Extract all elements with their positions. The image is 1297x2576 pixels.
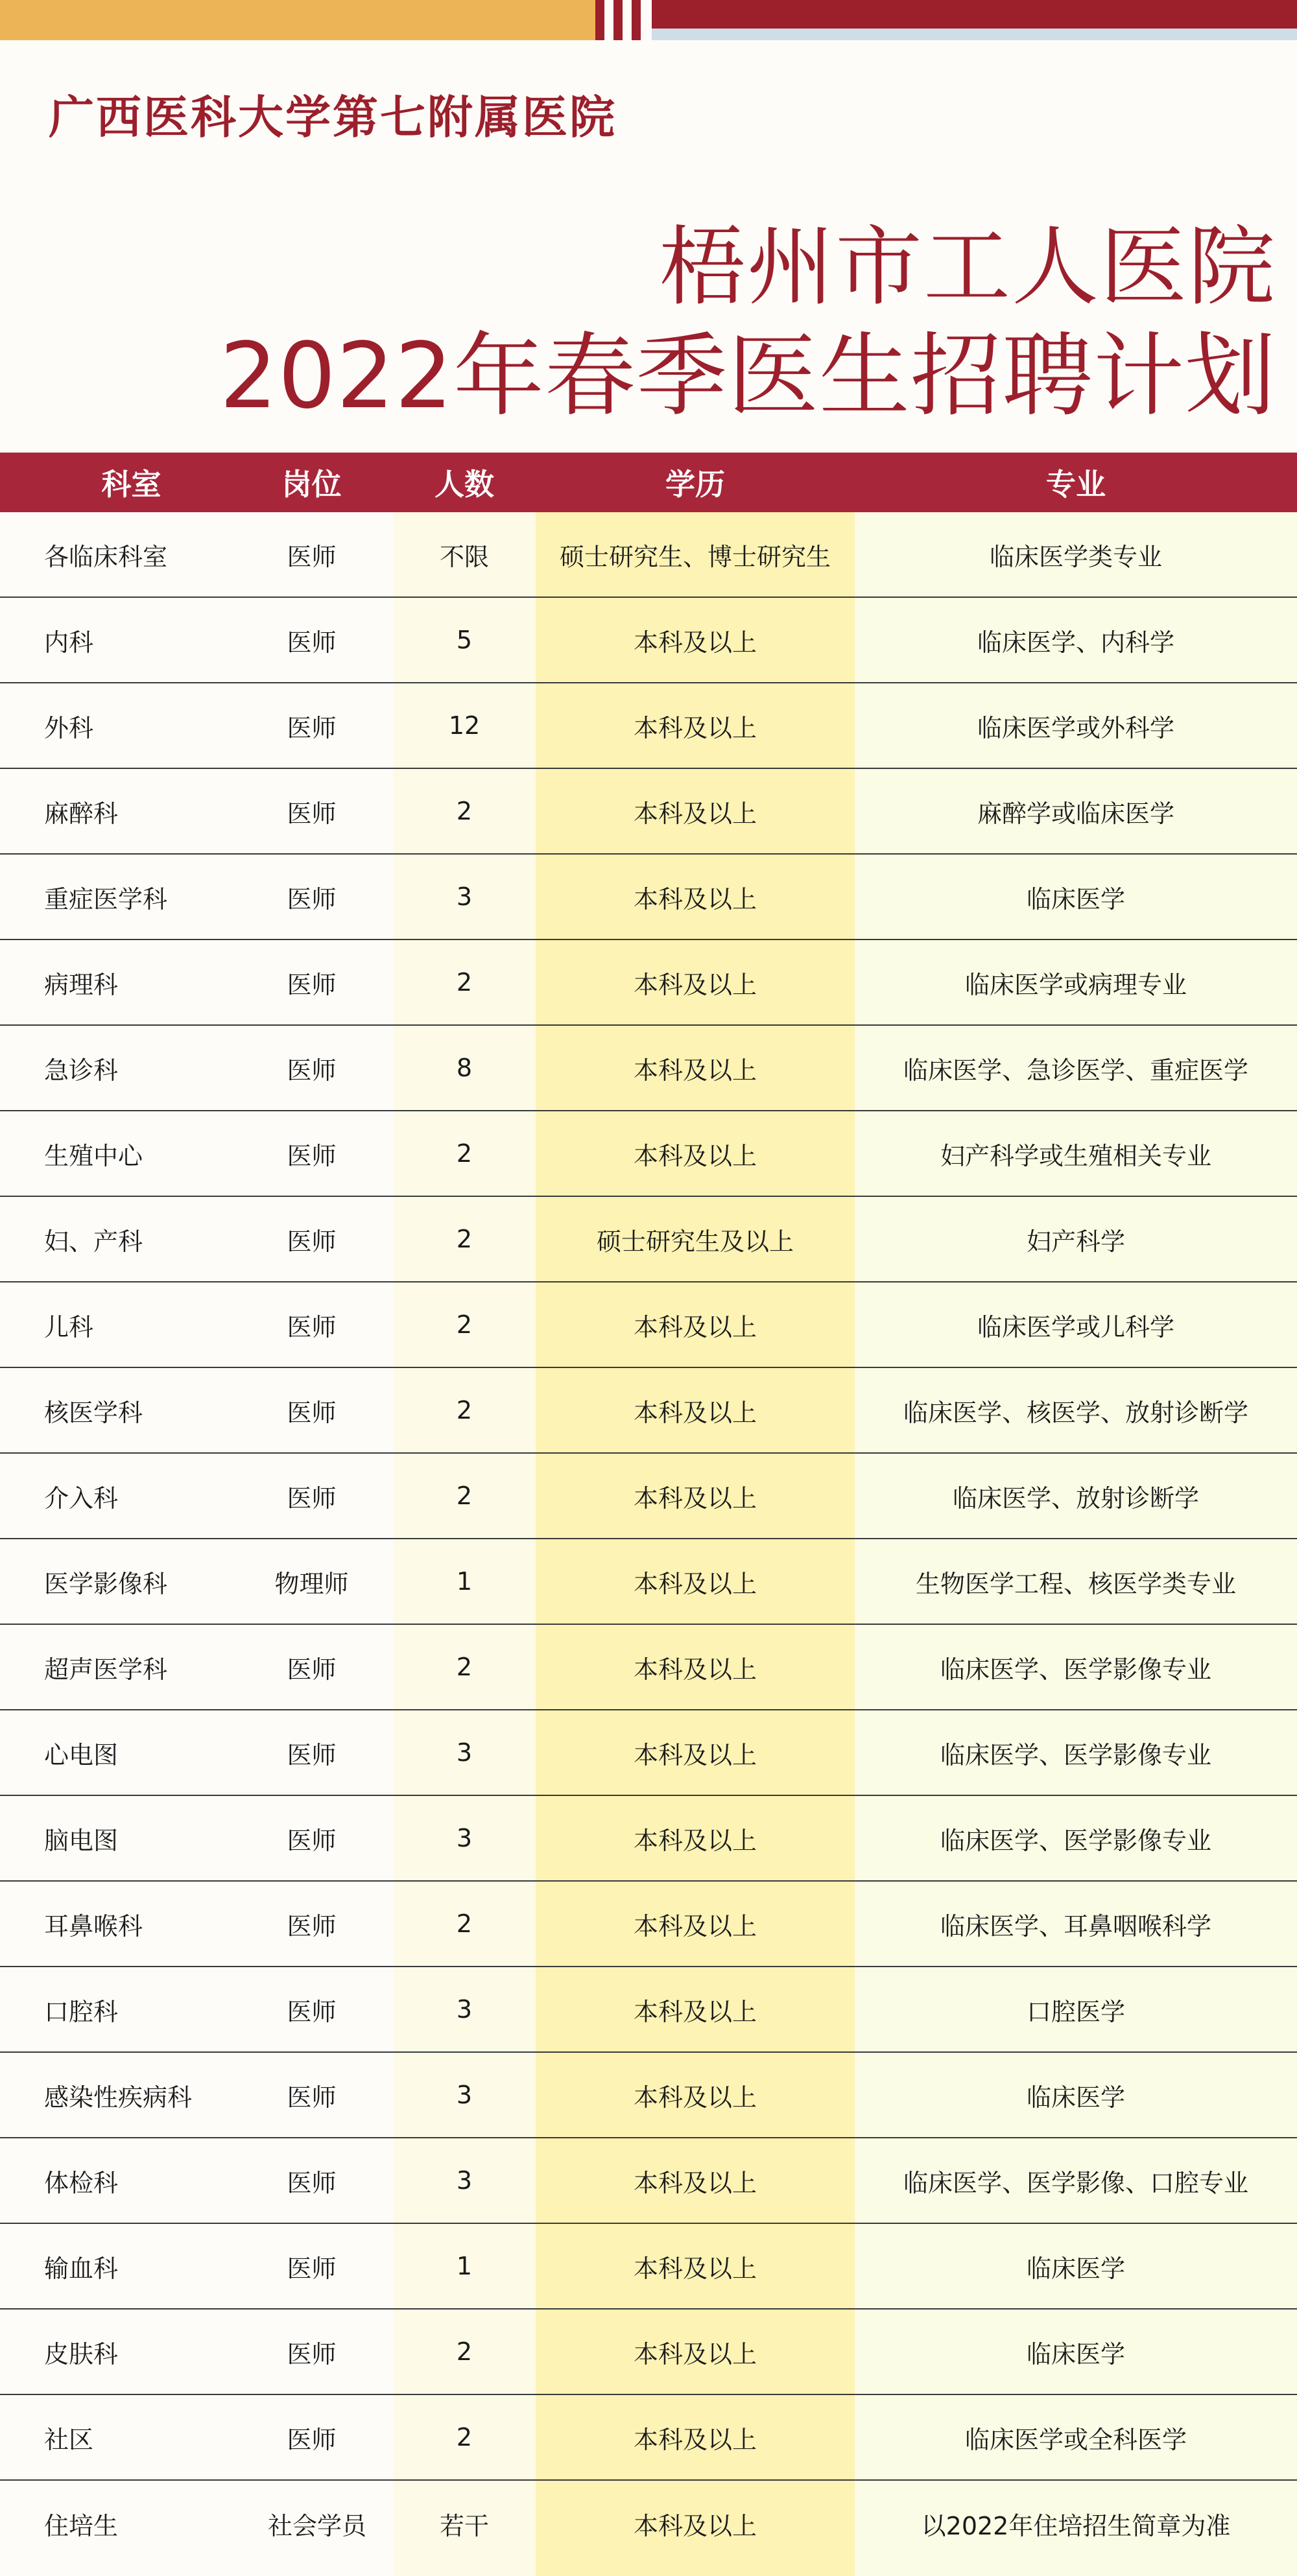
count-cell: 2 bbox=[456, 1396, 473, 1424]
position-cell: 医师 bbox=[287, 1826, 337, 1855]
position-cell: 医师 bbox=[287, 2254, 337, 2283]
table-row bbox=[0, 1282, 1297, 1368]
table-row bbox=[0, 1368, 1297, 1454]
education-cell: 本科及以上 bbox=[633, 1056, 757, 1085]
count-cell: 2 bbox=[456, 2423, 473, 2452]
department-cell: 社区 bbox=[44, 2425, 94, 2454]
education-cell: 本科及以上 bbox=[633, 1740, 757, 1769]
header-education: 学历 bbox=[665, 467, 725, 502]
department-cell: 核医学科 bbox=[44, 1398, 143, 1427]
count-cell: 5 bbox=[456, 626, 473, 654]
table-body bbox=[0, 512, 1297, 2566]
education-cell: 本科及以上 bbox=[633, 2168, 757, 2197]
table-row bbox=[0, 1539, 1297, 1625]
major-cell: 临床医学或儿科学 bbox=[977, 1312, 1174, 1341]
education-cell: 本科及以上 bbox=[633, 2083, 757, 2112]
department-cell: 生殖中心 bbox=[44, 1141, 143, 1170]
major-cell: 妇产科学或生殖相关专业 bbox=[940, 1141, 1211, 1170]
count-cell: 3 bbox=[456, 1995, 473, 2024]
education-cell: 本科及以上 bbox=[633, 2511, 757, 2540]
table-row bbox=[0, 2310, 1297, 2395]
position-cell: 社会学员 bbox=[268, 2511, 367, 2540]
count-cell: 2 bbox=[456, 1909, 473, 1938]
position-cell: 医师 bbox=[287, 970, 337, 999]
position-cell: 医师 bbox=[287, 713, 337, 742]
table-row bbox=[0, 2395, 1297, 2481]
education-cell: 本科及以上 bbox=[633, 884, 757, 914]
major-cell: 妇产科学 bbox=[1026, 1227, 1125, 1256]
table-row bbox=[0, 855, 1297, 940]
department-cell: 病理科 bbox=[44, 970, 119, 999]
department-cell: 妇、产科 bbox=[44, 1227, 143, 1256]
table-row bbox=[0, 598, 1297, 683]
count-cell: 3 bbox=[456, 882, 473, 911]
header-position: 岗位 bbox=[281, 467, 342, 502]
header-major: 专业 bbox=[1046, 467, 1106, 502]
position-cell: 医师 bbox=[287, 1483, 337, 1513]
table-header bbox=[0, 453, 1297, 512]
header-count: 人数 bbox=[434, 467, 494, 502]
table-row bbox=[0, 940, 1297, 1026]
department-cell: 麻醉科 bbox=[44, 799, 119, 828]
major-cell: 临床医学、医学影像专业 bbox=[940, 1826, 1211, 1855]
position-cell: 医师 bbox=[287, 2425, 337, 2454]
education-cell: 本科及以上 bbox=[633, 1655, 757, 1684]
count-cell: 3 bbox=[456, 2166, 473, 2195]
header-department: 科室 bbox=[101, 467, 161, 502]
count-cell: 3 bbox=[456, 1738, 473, 1767]
table-row bbox=[0, 1710, 1297, 1796]
department-cell: 外科 bbox=[44, 713, 94, 742]
department-cell: 心电图 bbox=[44, 1740, 119, 1769]
position-cell: 医师 bbox=[287, 2168, 337, 2197]
position-cell: 医师 bbox=[287, 799, 337, 828]
table-row bbox=[0, 1197, 1297, 1282]
red-stripe bbox=[595, 0, 604, 40]
education-cell: 本科及以上 bbox=[633, 1997, 757, 2026]
major-cell: 口腔医学 bbox=[1026, 1997, 1125, 2026]
position-cell: 医师 bbox=[287, 1740, 337, 1769]
red-stripe bbox=[632, 0, 641, 40]
major-cell: 临床医学、核医学、放射诊断学 bbox=[903, 1398, 1248, 1427]
table-row bbox=[0, 2224, 1297, 2310]
education-cell: 本科及以上 bbox=[633, 713, 757, 742]
education-cell: 本科及以上 bbox=[633, 1911, 757, 1941]
major-cell: 临床医学 bbox=[1026, 2339, 1125, 2369]
position-cell: 物理师 bbox=[274, 1569, 349, 1598]
department-cell: 内科 bbox=[44, 628, 94, 657]
education-cell: 硕士研究生、博士研究生 bbox=[559, 542, 831, 571]
count-cell: 2 bbox=[456, 968, 473, 997]
count-cell: 若干 bbox=[439, 2511, 489, 2540]
major-cell: 临床医学、医学影像、口腔专业 bbox=[903, 2168, 1248, 2197]
education-cell: 本科及以上 bbox=[633, 2425, 757, 2454]
major-cell: 临床医学 bbox=[1026, 2254, 1125, 2283]
count-cell: 2 bbox=[456, 1310, 473, 1339]
education-cell: 本科及以上 bbox=[633, 2339, 757, 2369]
department-cell: 介入科 bbox=[44, 1483, 119, 1513]
major-cell: 临床医学、医学影像专业 bbox=[940, 1740, 1211, 1769]
department-cell: 输血科 bbox=[44, 2254, 119, 2283]
gold-band bbox=[0, 0, 595, 40]
position-cell: 医师 bbox=[287, 1997, 337, 2026]
table-row bbox=[0, 2053, 1297, 2138]
department-cell: 脑电图 bbox=[44, 1826, 119, 1855]
table-row bbox=[0, 1111, 1297, 1197]
major-cell: 临床医学、医学影像专业 bbox=[940, 1655, 1211, 1684]
department-cell: 口腔科 bbox=[44, 1997, 119, 2026]
table-row bbox=[0, 1796, 1297, 1882]
table-row bbox=[0, 1026, 1297, 1111]
count-cell: 2 bbox=[456, 2337, 473, 2366]
education-cell: 本科及以上 bbox=[633, 1398, 757, 1427]
position-cell: 医师 bbox=[287, 542, 337, 571]
department-cell: 各临床科室 bbox=[44, 542, 168, 571]
education-cell: 硕士研究生及以上 bbox=[596, 1227, 794, 1256]
department-cell: 体检科 bbox=[44, 2168, 119, 2197]
table-row bbox=[0, 683, 1297, 769]
position-cell: 医师 bbox=[287, 1655, 337, 1684]
count-cell: 2 bbox=[456, 1482, 473, 1510]
count-cell: 1 bbox=[456, 2252, 473, 2280]
major-cell: 以2022年住培招生简章为准 bbox=[921, 2511, 1231, 2540]
major-cell: 临床医学或病理专业 bbox=[964, 970, 1187, 999]
table-row bbox=[0, 1882, 1297, 1967]
major-cell: 临床医学 bbox=[1026, 884, 1125, 914]
education-cell: 本科及以上 bbox=[633, 1826, 757, 1855]
department-cell: 感染性疾病科 bbox=[44, 2083, 193, 2112]
count-cell: 不限 bbox=[439, 542, 489, 571]
count-cell: 2 bbox=[456, 1653, 473, 1681]
education-cell: 本科及以上 bbox=[633, 628, 757, 657]
department-cell: 急诊科 bbox=[44, 1056, 119, 1085]
top-decorative-band bbox=[0, 0, 1297, 40]
education-cell: 本科及以上 bbox=[633, 1483, 757, 1513]
page-title: 2022年春季医生招聘计划 bbox=[219, 324, 1276, 429]
position-cell: 医师 bbox=[287, 1141, 337, 1170]
table-row bbox=[0, 769, 1297, 855]
table-row bbox=[0, 512, 1297, 598]
department-cell: 皮肤科 bbox=[44, 2339, 119, 2369]
department-cell: 重症医学科 bbox=[44, 884, 168, 914]
count-cell: 3 bbox=[456, 2081, 473, 2109]
position-cell: 医师 bbox=[287, 1227, 337, 1256]
table-row bbox=[0, 2481, 1297, 2566]
department-cell: 耳鼻喉科 bbox=[44, 1911, 143, 1941]
department-cell: 医学影像科 bbox=[44, 1569, 168, 1598]
major-cell: 临床医学 bbox=[1026, 2083, 1125, 2112]
major-cell: 临床医学、耳鼻咽喉科学 bbox=[940, 1911, 1211, 1941]
major-cell: 临床医学或全科医学 bbox=[964, 2425, 1187, 2454]
position-cell: 医师 bbox=[287, 628, 337, 657]
table-row bbox=[0, 2138, 1297, 2224]
position-cell: 医师 bbox=[287, 1312, 337, 1341]
count-cell: 1 bbox=[456, 1567, 473, 1596]
count-cell: 3 bbox=[456, 1824, 473, 1852]
recruitment-table bbox=[0, 453, 1297, 2566]
education-cell: 本科及以上 bbox=[633, 970, 757, 999]
department-cell: 儿科 bbox=[44, 1312, 94, 1341]
hospital-affiliation: 广西医科大学第七附属医院 bbox=[49, 90, 617, 144]
count-cell: 8 bbox=[456, 1054, 473, 1082]
education-cell: 本科及以上 bbox=[633, 799, 757, 828]
hospital-name: 梧州市工人医院 bbox=[658, 217, 1276, 318]
major-cell: 生物医学工程、核医学类专业 bbox=[915, 1569, 1236, 1598]
table-row bbox=[0, 1625, 1297, 1710]
position-cell: 医师 bbox=[287, 1056, 337, 1085]
department-cell: 住培生 bbox=[44, 2511, 119, 2540]
position-cell: 医师 bbox=[287, 884, 337, 914]
major-cell: 麻醉学或临床医学 bbox=[977, 799, 1174, 828]
table-row bbox=[0, 1967, 1297, 2053]
blue-band bbox=[652, 29, 1297, 40]
education-cell: 本科及以上 bbox=[633, 1569, 757, 1598]
major-cell: 临床医学、内科学 bbox=[977, 628, 1174, 657]
red-stripe bbox=[613, 0, 623, 40]
education-cell: 本科及以上 bbox=[633, 1141, 757, 1170]
major-cell: 临床医学或外科学 bbox=[977, 713, 1174, 742]
major-cell: 临床医学类专业 bbox=[989, 542, 1162, 571]
table-row bbox=[0, 1454, 1297, 1539]
position-cell: 医师 bbox=[287, 2339, 337, 2369]
education-cell: 本科及以上 bbox=[633, 2254, 757, 2283]
position-cell: 医师 bbox=[287, 1398, 337, 1427]
position-cell: 医师 bbox=[287, 2083, 337, 2112]
position-cell: 医师 bbox=[287, 1911, 337, 1941]
department-cell: 超声医学科 bbox=[44, 1655, 168, 1684]
count-cell: 12 bbox=[448, 711, 481, 740]
count-cell: 2 bbox=[456, 1225, 473, 1253]
count-cell: 2 bbox=[456, 1139, 473, 1168]
major-cell: 临床医学、放射诊断学 bbox=[952, 1483, 1199, 1513]
major-cell: 临床医学、急诊医学、重症医学 bbox=[903, 1056, 1248, 1085]
education-cell: 本科及以上 bbox=[633, 1312, 757, 1341]
count-cell: 2 bbox=[456, 797, 473, 825]
red-band bbox=[652, 0, 1297, 29]
